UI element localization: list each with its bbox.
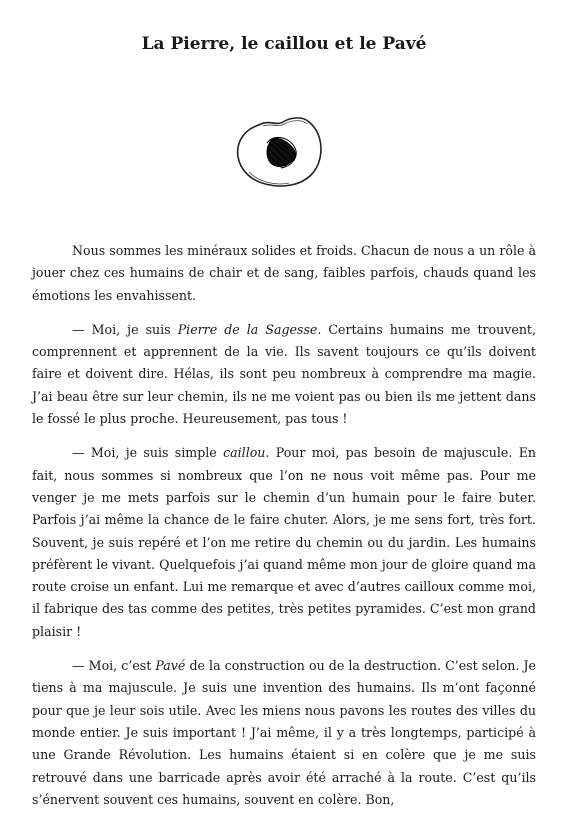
italic-text: caillou	[223, 445, 266, 461]
stone-drawing-icon	[231, 112, 329, 192]
text-run: de la construction ou de la destruction. C’est selon. Je tiens à ma majuscule. Je suis une invention des humains. Ils m’ont façonné pour que je leur sois utile. Avec les miens nous pavons les routes des villes du monde entier. Je suis important ! J’ai même, il y a très longtemps, participé à une Grande Révolution. Les humains étaient si en colère que je me suis retrouvé dans une barricade après avoir été arraché à la route. C’est qu’ils s’énervent souvent ces humains, souvent en colère. Bon,	[32, 658, 536, 807]
text-run: — Moi, c’est	[72, 658, 156, 674]
italic-text: Pierre de la Sagesse	[177, 321, 318, 337]
text-run: . Pour moi, pas besoin de majuscule. En fait, nous sommes si nombreux que l’on ne nous voit même pas. Pour me venger je me mets parfois sur le chemin d’un humain pour le faire buter. Parfois j’ai même la chance de le faire chuter. Alors, je me sens fort, très fort. Souvent, je suis repéré et l’on me retire du chemin ou du jardin. Les humains préfèrent le vivant. Quelquefois j’ai quand même mon jour de gloire quand ma route croise un enfant. Lui me remarque et avec d’autres cailloux comme moi, il fabrique des tas comme des petites, très petites pyramides. C’est mon grand plaisir !	[32, 445, 536, 639]
text-run: . Certains humains me trouvent, comprennent et apprennent de la vie. Ils savent toujours ce qu’ils doivent faire et doivent dire. Hélas, ils sont peu nombreux à comprendre ma magie. J’ai beau être sur leur chemin, ils ne me voient pas ou bien ils me jettent dans le fossé le plus proche. Heureusement, pas tous !	[32, 321, 536, 427]
italic-text: Pavé	[155, 658, 186, 674]
paragraph	[32, 655, 536, 811]
text-run: — Moi, je suis simple	[72, 445, 224, 461]
text-run: Nous sommes les minéraux solides et froids. Chacun de nous a un rôle à jouer chez ces humains de chair et de sang, faibles parfois, chauds quand les émotions les envahissent.	[32, 243, 536, 303]
paragraph	[32, 442, 536, 643]
paragraph	[32, 240, 536, 307]
text-run: — Moi, je suis	[72, 321, 178, 337]
body-text	[32, 240, 536, 823]
paragraph	[32, 319, 536, 430]
page-title: La Pierre, le caillou et le Pavé	[141, 34, 427, 54]
